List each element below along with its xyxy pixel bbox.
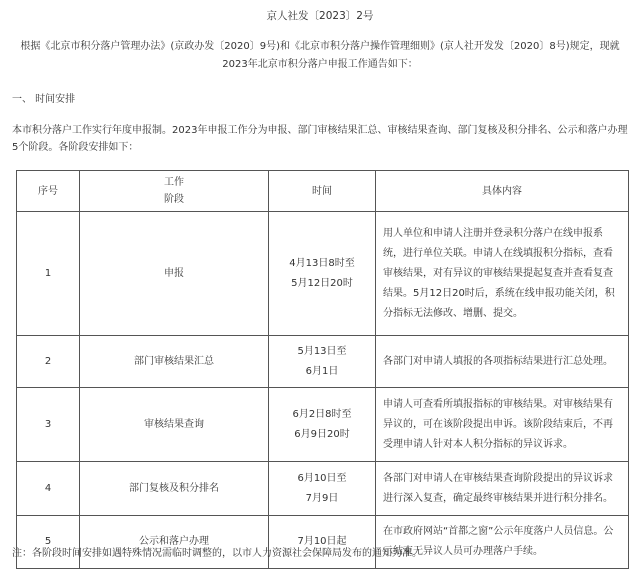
row-time-line1: 6月2日8时至 — [292, 408, 352, 420]
row-time-line2: 7月9日 — [305, 492, 339, 504]
intro-paragraph: 根据《北京市积分落户管理办法》(京政办发〔2020〕9号)和《北京市积分落户操作管理细则》(京人社开发发〔2020〕8号)规定，现就2023年北京市积分落户申报工作通告如下： — [20, 41, 620, 70]
row-serial-number: 5 — [17, 516, 80, 569]
header-details: 具体内容 — [376, 171, 629, 212]
row-time — [269, 388, 376, 462]
row-time-line1: 6月10日至 — [297, 472, 347, 484]
table-header-row — [17, 171, 629, 212]
row-time-line2: 5月12日20时 — [291, 277, 353, 289]
row-stage: 部门审核结果汇总 — [80, 336, 269, 388]
row-stage: 审核结果查询 — [80, 388, 269, 462]
section-heading-time-schedule: 一、 时间安排 — [12, 94, 76, 105]
row-stage: 申报 — [80, 212, 269, 336]
table-row — [17, 336, 629, 388]
row-serial-number: 4 — [17, 462, 80, 516]
row-details: 各部门对申请人在审核结果查询阶段提出的异议诉求进行深入复查，确定最终审核结果并进行积分排名。 — [376, 462, 629, 516]
row-details: 申请人可查看所填报指标的审核结果。对审核结果有异议的，可在该阶段提出申诉。该阶段结束后，不再受理申请人针对本人积分指标的异议诉求。 — [376, 388, 629, 462]
row-details: 在市政府网站“首都之窗”公示年度落户人员信息。公示结束无异议人员可办理落户手续。 — [376, 516, 629, 569]
row-time-line1: 4月13日8时至 — [289, 257, 355, 269]
row-time-line2: 6月9日20时 — [294, 428, 350, 440]
table-row — [17, 462, 629, 516]
row-time — [269, 462, 376, 516]
row-stage: 公示和落户办理 — [80, 516, 269, 569]
header-time: 时间 — [269, 171, 376, 212]
row-details: 用人单位和申请人注册并登录积分落户在线申报系统，进行单位关联。申请人在线填报积分指标，查看审核结果，对有异议的审核结果提起复查并查看复查结果。5月12日20时后，系统在线申报功能关闭，积分指标无法修改、增删、提交。 — [376, 212, 629, 336]
document-number: 京人社发〔2023〕2号 — [266, 10, 374, 22]
table-row — [17, 212, 629, 336]
row-serial-number: 3 — [17, 388, 80, 462]
row-time — [269, 336, 376, 388]
table-row — [17, 388, 629, 462]
schedule-description-paragraph: 本市积分落户工作实行年度申报制。2023年申报工作分为申报、部门审核结果汇总、审核结果查询、部门复核及积分排名、公示和落户办理5个阶段。各阶段安排如下： — [12, 125, 628, 153]
row-serial-number: 1 — [17, 212, 80, 336]
header-work-stage-line1: 工作 — [164, 177, 184, 188]
row-stage: 部门复核及积分排名 — [80, 462, 269, 516]
header-work-stage-line2: 阶段 — [164, 194, 184, 205]
header-work-stage — [80, 171, 269, 212]
schedule-table — [16, 170, 629, 569]
footnote: 注：各阶段时间安排如遇特殊情况需临时调整的，以市人力资源社会保障局发布的通知为准。 — [12, 548, 422, 559]
row-details: 各部门对申请人填报的各项指标结果进行汇总处理。 — [376, 336, 629, 388]
header-serial-number: 序号 — [17, 171, 80, 212]
row-time-line1: 7月10日起 — [297, 536, 347, 547]
row-time — [269, 212, 376, 336]
row-time-line2: 6月1日 — [305, 365, 339, 377]
row-time-line1: 5月13日至 — [297, 345, 347, 357]
row-serial-number: 2 — [17, 336, 80, 388]
